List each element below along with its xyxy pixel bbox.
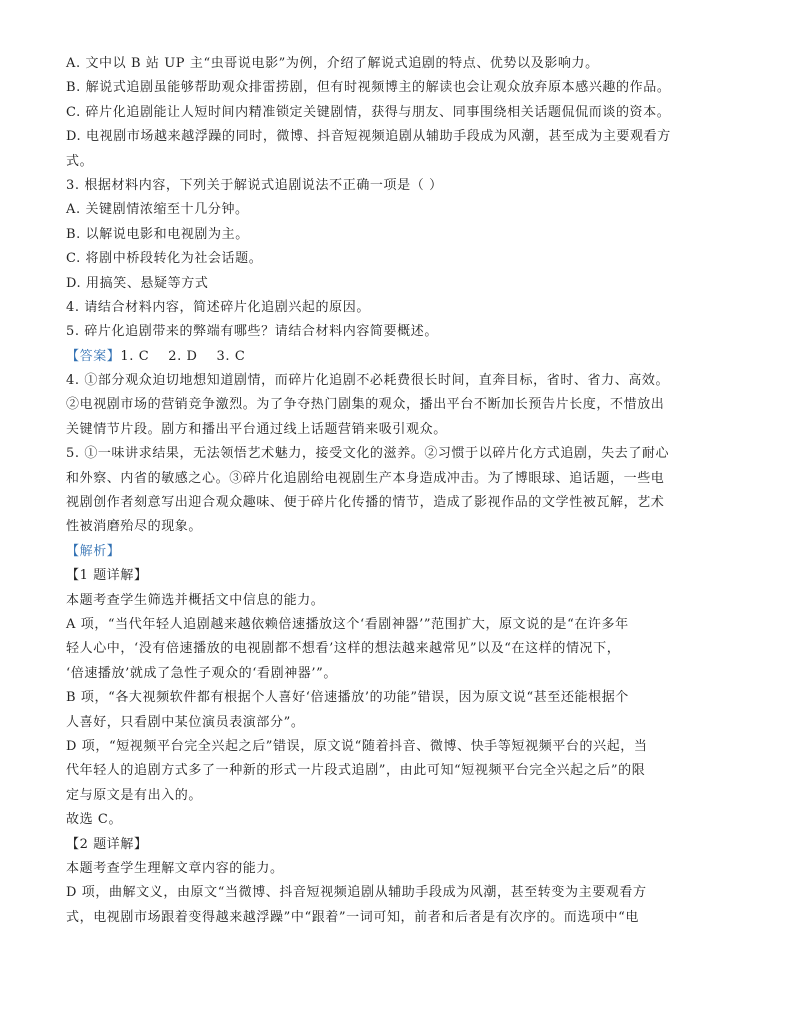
analysis-line: 轻人心中，‘没有倍速播放的电视剧都不想看’这样的想法越来越常见”以及“在这样的情况下， [66,641,621,657]
option-line: A. 文中以 B 站 UP 主“虫哥说电影”为例，介绍了解说式追剧的特点、优势以及影响力。 [66,56,599,71]
answer-tag: 【答案】 [66,348,121,364]
question-3-option: C. 将剧中桥段转化为社会话题。 [66,251,263,267]
q1-heading: 【1 题详解】 [66,568,148,584]
question-5: 5. 碎片化追剧带来的弊端有哪些？请结合材料内容简要概述。 [66,324,438,340]
analysis-line: A 项，“当代年轻人追剧越来越依赖倍速播放这个‘看剧神器’”范围扩大，原文说的是“在许多年 [66,616,629,632]
analysis-line: 本题考查学生筛选并概括文中信息的能力。 [66,592,325,608]
analysis-tag: 【解析】 [66,543,121,559]
q2-heading: 【2 题详解】 [66,836,148,852]
question-4: 4. 请结合材料内容，简述碎片化追剧兴起的原因。 [66,299,370,315]
analysis-line: 本题考查学生理解文章内容的能力。 [66,860,284,876]
option-line: D. 电视剧市场越来越浮躁的同时，微博、抖音短视频追剧从辅助手段成为风潮，甚至成为主要观看方 [66,129,671,145]
question-3-option: B. 以解说电影和电视剧为主。 [66,226,249,242]
analysis-line: 式，电视剧市场跟着变得越来越浮躁”中“跟着”一词可知，前者和后者是有次序的。而选项中“电 [66,909,639,925]
answer-5-line: 和外察、内省的敏感之心。③碎片化追剧给电视剧生产本身造成冲击。为了博眼球、追话题，一些电 [66,470,665,486]
analysis-line: 人喜好，只看剧中某位演员表演部分”。 [66,714,305,730]
document-body [66,52,726,930]
analysis-line: 定与原文是有出入的。 [66,787,203,803]
answer-4-line: 关键情节片段。剧方和播出平台通过线上话题营销来吸引观众。 [66,421,447,437]
option-line: B. 解说式追剧虽能够帮助观众排雷捞剧，但有时视频博主的解读也会让观众放弃原本感兴趣的作品。 [66,80,671,96]
answer-choices: 1. C 2. D 3. C [120,348,246,364]
question-3-stem: 3. 根据材料内容，下列关于解说式追剧说法不正确一项是（ ） [66,177,443,193]
answer-5-line: 视剧创作者刻意写出迎合观众趣味、便于碎片化传播的情节，造成了影视作品的文学性被瓦解，艺术 [66,495,665,511]
answer-4-line: ②电视剧市场的营销竞争激烈。为了争夺热门剧集的观众，播出平台不断加长预告片长度，不惜放出 [66,397,665,413]
analysis-line: D 项，曲解文义，由原文“当微博、抖音短视频追剧从辅助手段成为风潮，甚至转变为主要观看方 [66,885,647,901]
answer-5-line: 性被消磨殆尽的现象。 [66,519,203,535]
analysis-line: B 项，“各大视频软件都有根据个人喜好‘倍速播放’的功能”错误，因为原文说“甚至还能根据个 [66,690,629,706]
answer-4-line: 4. ①部分观众迫切地想知道剧情，而碎片化追剧不必耗费很长时间，直奔目标，省时、省力、高效。 [66,373,670,389]
answer-row [66,345,726,369]
analysis-line: 代年轻人的追剧方式多了一种新的形式一片段式追剧”，由此可知“短视频平台完全兴起之后”的限 [66,763,646,779]
option-line: 式。 [66,153,94,169]
analysis-line: D 项，“短视频平台完全兴起之后”错误，原文说“随着抖音、微博、快手等短视频平台的兴起，当 [66,738,648,754]
analysis-line: 故选 C。 [66,812,123,828]
option-line: C. 碎片化追剧能让人短时间内精准锁定关键剧情，获得与朋友、同事围绕相关话题侃侃而谈的资本。 [66,104,671,120]
question-3-option: A. 关键剧情浓缩至十几分钟。 [66,202,249,218]
question-3-option: D. 用搞笑、悬疑等方式 [66,275,209,291]
analysis-line: ‘倍速播放’就成了急性子观众的‘看剧神器’”。 [66,665,337,681]
answer-5-line: 5. ①一味讲求结果，无法领悟艺术魅力，接受文化的滋养。②习惯于以碎片化方式追剧，失去了耐心 [66,446,670,462]
